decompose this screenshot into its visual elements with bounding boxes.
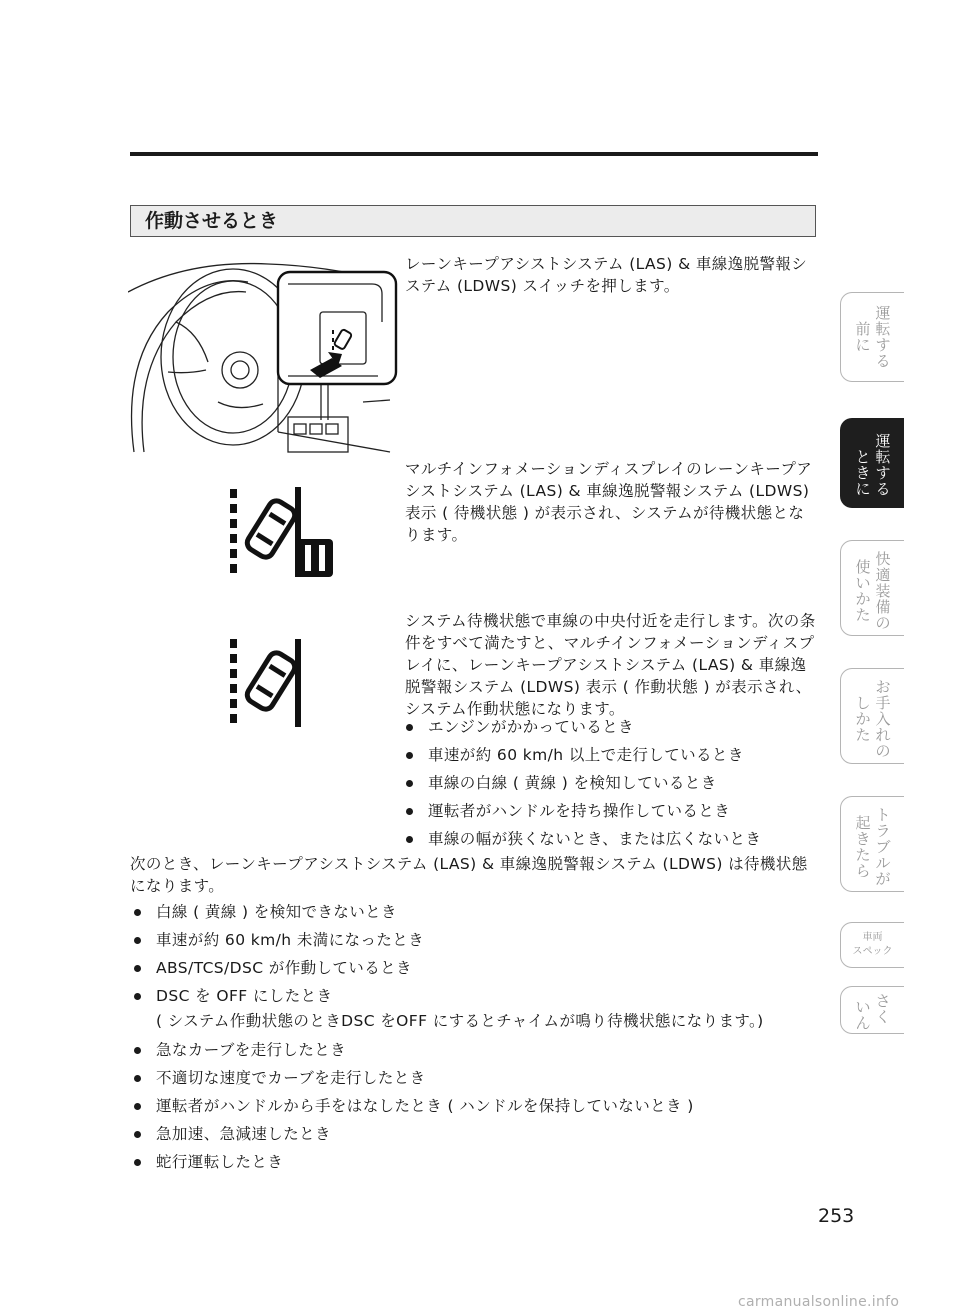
list-item: 白線 ( 黄線 ) を検知できないとき: [130, 898, 764, 926]
tab-label: 前に: [855, 320, 871, 354]
tab-while-driving[interactable]: [840, 418, 904, 508]
list-item: 車速が約 60 km/h 未満になったとき: [130, 926, 764, 954]
list-item: 運転者がハンドルを持ち操作しているとき: [402, 797, 761, 825]
paragraph-press-switch: レーンキープアシストシステム (LAS) & 車線逸脱警報システム (LDWS) スイッチを押します。: [405, 255, 808, 295]
tab-comfort-equipment[interactable]: [840, 540, 904, 636]
paragraph-standby-display: マルチインフォメーションディスプレイのレーンキープアシストシステム (LAS) & 車線逸脱警報システム (LDWS) 表示 ( 待機状態 ) が表示され、システムが待機状態となります。: [405, 460, 813, 544]
tab-label: しかた: [855, 694, 871, 744]
tab-label: 運転する: [875, 432, 891, 498]
list-item: 運転者がハンドルから手をはなしたとき ( ハンドルを保持していないとき ): [130, 1092, 764, 1120]
tab-label: 起きたら: [855, 814, 871, 880]
standby-conditions-list: [130, 898, 764, 1176]
tab-label: トラブルが: [875, 806, 891, 888]
las-standby-indicator-icon: [225, 485, 335, 580]
tab-label: 快適装備の: [875, 550, 891, 632]
tab-label: お手入れの: [875, 678, 891, 760]
tab-index[interactable]: [840, 986, 904, 1034]
list-item: ABS/TCS/DSC が作動しているとき: [130, 954, 764, 982]
list-item: 不適切な速度でカーブを走行したとき: [130, 1064, 764, 1092]
list-item-note: ( システム作動状態のときDSC をOFF にするとチャイムが鳴り待機状態になります。): [156, 1012, 764, 1030]
footer-watermark: carmanualsonline.info: [738, 1294, 900, 1310]
list-item: 蛇行運転したとき: [130, 1148, 764, 1176]
list-item: 車線の白線 ( 黄線 ) を検知しているとき: [402, 769, 761, 797]
section-title: 作動させるとき: [130, 205, 816, 237]
tab-label: 車両: [862, 932, 883, 943]
tab-maintenance[interactable]: [840, 668, 904, 764]
dashboard-switch-illustration: [128, 252, 400, 458]
tab-vehicle-spec[interactable]: [840, 922, 904, 968]
list-item: エンジンがかかっているとき: [402, 713, 761, 741]
tab-label: さく: [875, 992, 891, 1026]
tab-troubleshooting[interactable]: [840, 796, 904, 892]
list-item: 急なカーブを走行したとき: [130, 1036, 764, 1064]
tab-label: スペック: [852, 946, 893, 957]
activation-conditions-list: [402, 713, 761, 853]
page-number: 253: [818, 1205, 855, 1227]
las-active-indicator-icon: [225, 637, 315, 729]
top-rule: [130, 152, 818, 156]
list-item: 車線の幅が狭くないとき、または広くないとき: [402, 825, 761, 853]
paragraph-standby-intro: 次のとき、レーンキープアシストシステム (LAS) & 車線逸脱警報システム (LDWS) は待機状態になります。: [130, 855, 808, 895]
tab-label: ときに: [855, 448, 871, 498]
list-item: 急加速、急減速したとき: [130, 1120, 764, 1148]
tab-before-driving[interactable]: [840, 292, 904, 382]
tab-label: 運転する: [875, 304, 891, 370]
list-item: 車速が約 60 km/h 以上で走行しているとき: [402, 741, 761, 769]
tab-label: いん: [855, 998, 871, 1032]
tab-label: 使いかた: [855, 558, 871, 624]
paragraph-active-conditions: システム待機状態で車線の中央付近を走行します。次の条件をすべて満たすと、マルチインフォメーションディスプレイに、レーンキープアシストシステム (LAS) & 車線逸脱警報システム (LDWS) 表示 ( 作動状態 ) が表示され、システム作動状態になります。: [405, 612, 816, 718]
list-item: DSC を OFF にしたとき: [130, 982, 764, 1010]
